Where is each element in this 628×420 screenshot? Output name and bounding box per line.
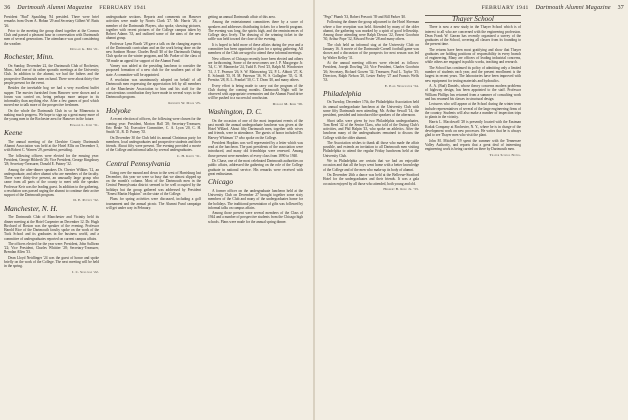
- left-column-2: [106, 15, 201, 417]
- article-paragraph: The returns have been most gratifying and show that Thayer graduates are holding positions of responsibility in every branch of engineering. Many are officers of leading industrial concerns, while others are engaged in public works, teaching and research.: [425, 47, 521, 65]
- section-heading: Holyoke: [106, 105, 131, 115]
- article-paragraph: Dr. Chase, one of the most celebrated Dartmouth authorities on public affairs, addressed the gathering on the role of the College graduate in national service. His remarks were received with great enthusiasm.: [208, 159, 303, 176]
- right-running-head: [482, 5, 624, 15]
- section-heading: Chicago: [208, 177, 234, 187]
- article-paragraph: Among the after-dinner speakers Dr. Chester Wilkins '12, an undergraduate, and other alumni who are members of the faculty. There were thirty-five present, an unusually large group who came from all parts of the county to meet with the speaker. Professor Keir was the leading guest. In addition to the gathering, a resolution was passed urging the alumni to continue their active support of the Dartmouth program.: [4, 167, 99, 197]
- article-paragraph: Harris L. Macdowell '28 is presently located with the Eastman Kodak Company at Rochester, N. Y., where he is in charge of the development work on new processes. He writes that he is always glad to see Thayer men who visit the plant.: [425, 120, 521, 138]
- section-heading: Keene: [4, 128, 23, 138]
- right-page: [315, 0, 628, 420]
- article-paragraph: There is now a new study in the Thayer School which is of interest to all who are concerned with the engineering profession. Dean Frank W. Garran has recently organized a survey of the graduates of the School, covering all classes from its founding to the present time.: [425, 25, 521, 47]
- correspondent-signature: Edward L. Judd '31.: [69, 122, 99, 127]
- section-heading: Philadelphia: [323, 88, 362, 98]
- correspondent-signature: Herbert B. King Jr. '33.: [383, 187, 419, 192]
- correspondent-signature: Kenneth W. Davis '25.: [168, 100, 201, 105]
- article-paragraph: On December 26th a dance was held at the Bellevue-Stratford Hotel for the undergraduates and their friends. It was a gala occasion enjoyed by all those who attended, both young and old.: [323, 173, 419, 186]
- section-heading: Manchester, N. H.: [4, 203, 58, 213]
- article-paragraph: Dean Lloyd Neidlinger '24 was the guest of honor and spoke briefly on the work of the College. The next meeting will be held in the spring.: [4, 255, 99, 269]
- article-paragraph: "Pegs" Plumb '33, Robert Prescott '39 and Bill Parker '40.: [323, 15, 407, 19]
- article-paragraph: We in Philadelphia are certain that we had an enjoyable occasion and that all the boys went home with a better knowledge of the College and of the men who make up its body of alumni.: [323, 159, 419, 172]
- article-paragraph: The annual meeting of the Cheshire County Dartmouth Alumni Association was held at the Hotel Ellis on December 3, with Robert C. Warren '29, president, presiding.: [4, 139, 99, 153]
- left-page: [0, 0, 313, 420]
- article-paragraph: At the annual meeting officers were elected as follows: President, Joseph Dowling '24; Vice President, Charles Goodwin '26; Secretary, Richard Gowen '32; Treasurer, Paul L. Taylor '35; Directors, Ralph Nelson '20, Lester Farley '27 and Francis Wells '33.: [323, 61, 419, 83]
- issue-date: FEBRUARY 1941: [481, 5, 529, 11]
- article-paragraph: Professor Lynn Booth '28 gave a talk on the changing aspects of the Dartmouth curriculum and on the work being done on the new Sanborn House. Charles Beall '40 of the Dartmouth Outing Club spoke on the winter program, and Mr. Parker of the class of '38 made an appeal for support of the Alumni Fund.: [106, 41, 201, 63]
- article-paragraph: A resolution was unanimously adopted on behalf of all Dartmouth men expressing the appreciation felt by all members of the Manchester Association to him and his staff for the conscientious contribution they have made in several ways to the Dartmouth program.: [106, 78, 201, 100]
- article-paragraph: Among those present were several members of the Class of 1944 and a number of prospective students from the Chicago high schools. Plans were made for the annual spring dinner.: [208, 211, 303, 224]
- section-heading: Central Pennsylvania: [106, 158, 171, 168]
- correspondent-signature: D. E. Putney '32.: [73, 198, 99, 203]
- article-paragraph: Going over the mound and down to the west of Harrisburg last December, this year we were so busy that we almost slipped up on the month's column. Most of the Dartmouth men in the Central Pennsylvania district seemed to be well occupied by the holidays but the group gathered was addressed by President "Ernest Martin Hopkins" on the state of the College.: [106, 170, 201, 196]
- journal-title: Dartmouth Alumni Magazine: [535, 5, 611, 11]
- article-paragraph: The officers elected for the year were: President, John Sullivan '22; Vice President, Charles Whittier '28; Secretary-Treasurer, Brendan Allen '33.: [4, 241, 99, 255]
- section-heading: Washington, D. C.: [208, 106, 263, 116]
- article-paragraph: Prior to the meeting the group dined together at the Cosmos Club and passed a pleasant hour in conversation with Dartmouth men of several generations. The attendance was good considering the weather.: [4, 28, 99, 46]
- correspondent-signature: J. C. Sullivan '22.: [72, 269, 99, 274]
- article-paragraph: undergraduate sections. Reports and comments on Hanover activities were made by Norris Clark '27. Mr. Harris '26, a member of the Dartmouth Players, also spoke, showing pictures, together with recent pictures of the College campus taken by Robert Adams '33, and outlined some of the aims of the new alumni group.: [106, 15, 201, 41]
- article-paragraph: New officers of Chicago recently have been elected and others are forthcoming. Some of the newcomers are J. P. Macgregor Jr. '34, C. W. Mannecke '24, Tudd E. Fred '25, Ralph M. Winchester '31, J. T. Pearson '26, S. W. Mainwaring '22, P. L. Abbott '27, K. E. Schmidt '35, H. M. Paterson '36, W. S. Gallagher '35, G. H. Prentiss '28, R. L. Frankel '30, C. T. Dean '40, and many others.: [208, 56, 303, 83]
- article-paragraph: President "Bud" Spaulding '84 presided. There were brief remarks from Owen A. Hoban '29 and Secretary Gilbert W. Butts '26.: [4, 15, 99, 28]
- article-paragraph: On December 30 the Club held its annual Christmas party for members, local undergraduates and prospective students and their friends. About fifty were present. The evening provided a movie of the College and informal talks by several undergraduates.: [106, 135, 201, 153]
- section-heading: Rochester, Minn.: [4, 52, 54, 62]
- article-paragraph: On Sunday, December 22, the Dartmouth Club of Rochester, Minn., held one of its rather sporadic meetings at the University Club. In addition to the alumni, we had the fathers and the prospective Dartmouth men on hand. There were about thirty-five people present for the event.: [4, 63, 99, 85]
- article-paragraph: On Tuesday, December 17th, the Philadelphia Association held its annual undergraduate luncheon at the University Club with some fifty Dartmouth men attending. Mr. Arthur Sewall '14, the president, presided and introduced the speakers of the afternoon.: [323, 100, 419, 118]
- journal-title: Dartmouth Alumni Magazine: [17, 5, 93, 11]
- right-column-2: [425, 15, 521, 417]
- correspondent-signature: C. H. Keith '31.: [177, 153, 201, 158]
- article-paragraph: A former officer on the undergraduate luncheon held at the University Club on December 27 brought together some sixty members of the Club and many of the undergraduates home for the holidays. The traditional presentation of gifts was followed by informal talks on campus affairs.: [208, 188, 303, 210]
- correspondent-signature: Thayer School Notes.: [489, 152, 521, 157]
- article-paragraph: getting an annual Dartmouth affair of this area.: [208, 15, 276, 19]
- article-paragraph: Among the entertainment committees there by a score of speakers and addresses distributing tickets for a benefit program. The evening was long, the spirits high, and the reminiscences of College days lively. The drawing of the winning ticket in the raffle was held toward the close of the evening.: [208, 20, 303, 42]
- article-paragraph: Lecturers who will appear at the School during the winter term include representatives of several of the large engineering firms of the country. Students will also make a number of inspection trips to plants in the vicinity.: [425, 102, 521, 119]
- correspondent-signature: Donald G. Mix '21.: [70, 47, 99, 52]
- correspondent-signature: Donald M. Kirk '39.: [272, 101, 303, 106]
- article-paragraph: Plans for spring activities were discussed, including a golf tournament and the annual picnic. The Alumni Fund campaign will get under way in February.: [106, 197, 201, 210]
- page-number: 36: [4, 5, 11, 11]
- article-paragraph: President Hopkins was well represented by a letter which was read at the luncheon. The past presidents of the association were introduced, and many old friendships were renewed. Among those present were members of every class from 1890 to 1940.: [208, 140, 303, 158]
- article-paragraph: Besides the inevitable bog we had a very excellent buffet supper. The movies furnished from Hanover were shown and a forum was carried on, being perhaps more unique in its informality than anything else. After a few games of pool which moved me to talk more of the prospective freshmen.: [4, 86, 99, 108]
- left-column-1: [4, 15, 99, 417]
- article-paragraph: The Association wishes to thank all those who made the affair possible, and extends an invitation to all Dartmouth men visiting Philadelphia to attend the regular Friday luncheons held at the University Club.: [323, 140, 419, 158]
- article-paragraph: It is hoped to hold more of these affairs during the year and a committee has been appointed to plan for a spring gathering. All members of the Club are urged to attend these informal meetings.: [208, 42, 303, 56]
- article-paragraph: The School has continued its policy of admitting only a limited number of students each year, and the present enrollment is the largest in recent years. The laboratories have been improved with new equipment for testing materials and hydraulics.: [425, 65, 521, 83]
- article-paragraph: John M. Mitchell '19 spent the summer with the Tennessee Valley Authority, and reports that a great deal of interesting engineering work is being carried on there by Dartmouth men.: [425, 138, 521, 152]
- article-paragraph: The following officers were elected for the ensuing year: President, George Hildreth '26; Vice President, George Kingsbury '28; Secretary-Treasurer, Donald E. Putney '32.: [4, 153, 99, 167]
- correspondent-signature: E. Paul Worcester '34.: [384, 83, 419, 88]
- article-paragraph: On the whole the Dartmouth Club in so far Minnesota is making much progress. We hope to sign up a great many more of the young men in the Rochester area for Hanover in the future.: [4, 108, 99, 122]
- article-paragraph: On the occasion of one of the most important events of the past month the annual undergraduate luncheon was given at the Hotel Willard. About fifty Dartmouth men, together with wives and friends, were in attendance. The guests of honor included Dr. Harvey Whitman '17 who spoke on the College.: [208, 118, 303, 140]
- article-paragraph: The Dartmouth Club of Manchester and Vicinity held its dinner meeting at the Hotel Carpenter on December 12. Dr. Hugh Birchard of Boston was the speaker of the evening. Professor Harold Rice of the Dartmouth faculty spoke on the work of the Tuck School and its graduates in the business world, and a committee of undergraduates reported on current campus affairs.: [4, 215, 99, 241]
- article-paragraph: Following the dinner the group adjourned to the Hotel Sherman where a fine reception was held. Attended by many of the older alumni, the gathering was marked by a spirit of good fellowship. Among those attending were Ralph Downs '22, Ernest Goodwin '30, Arthur Pope '32, Edward Foster '28 and many others.: [323, 20, 419, 42]
- page-number: 37: [617, 5, 624, 11]
- issue-date: FEBRUARY 1941: [99, 5, 147, 11]
- article-paragraph: Short talks were given by two Philadelphia undergraduates, Tom Reed '42 of the Senior Class, who told of the Outing Club's activities, and Phil Halpin '43, who spoke on athletics. After the luncheon many of the undergraduates remained to discuss the College with the older alumni.: [323, 118, 419, 140]
- department-heading: Thayer School: [425, 15, 521, 23]
- article-paragraph: A. A. (Bud) Daniels, whose theory concerns modern problems of highway design, has been appointed to the staff. Professor William Phillips has returned from a summer of consulting work and has resumed his classes in structural design.: [425, 84, 521, 101]
- article-paragraph: Varney was added at the presiding luncheon to consider the proposed formation of a new club for the southern part of the state. A committee will be appointed.: [106, 64, 201, 77]
- right-column-1: [323, 15, 419, 417]
- article-paragraph: The club held an informal stag at the University Club on January 16. A movie of the Dartmouth-Cornell football game was shown and a discussion of the prospects for next season was led by Walter Kelley '31.: [323, 42, 419, 60]
- left-column-3: [208, 15, 303, 417]
- left-running-head: [4, 5, 146, 15]
- article-paragraph: Every effort is being made to carry out the program of the Club during the coming months. Dartmouth Night will be observed with appropriate ceremonies and the Alumni Fund drive will be pushed to a successful conclusion.: [208, 83, 303, 101]
- article-paragraph: A recent election of officers, the following were chosen for the coming year: President, Morton Hall '28; Secretary-Treasurer, Eric Beale '34; Executive Committee, C. A. Lyon '20, C. H. Smith '31, R. D. Putney '35.: [106, 117, 201, 135]
